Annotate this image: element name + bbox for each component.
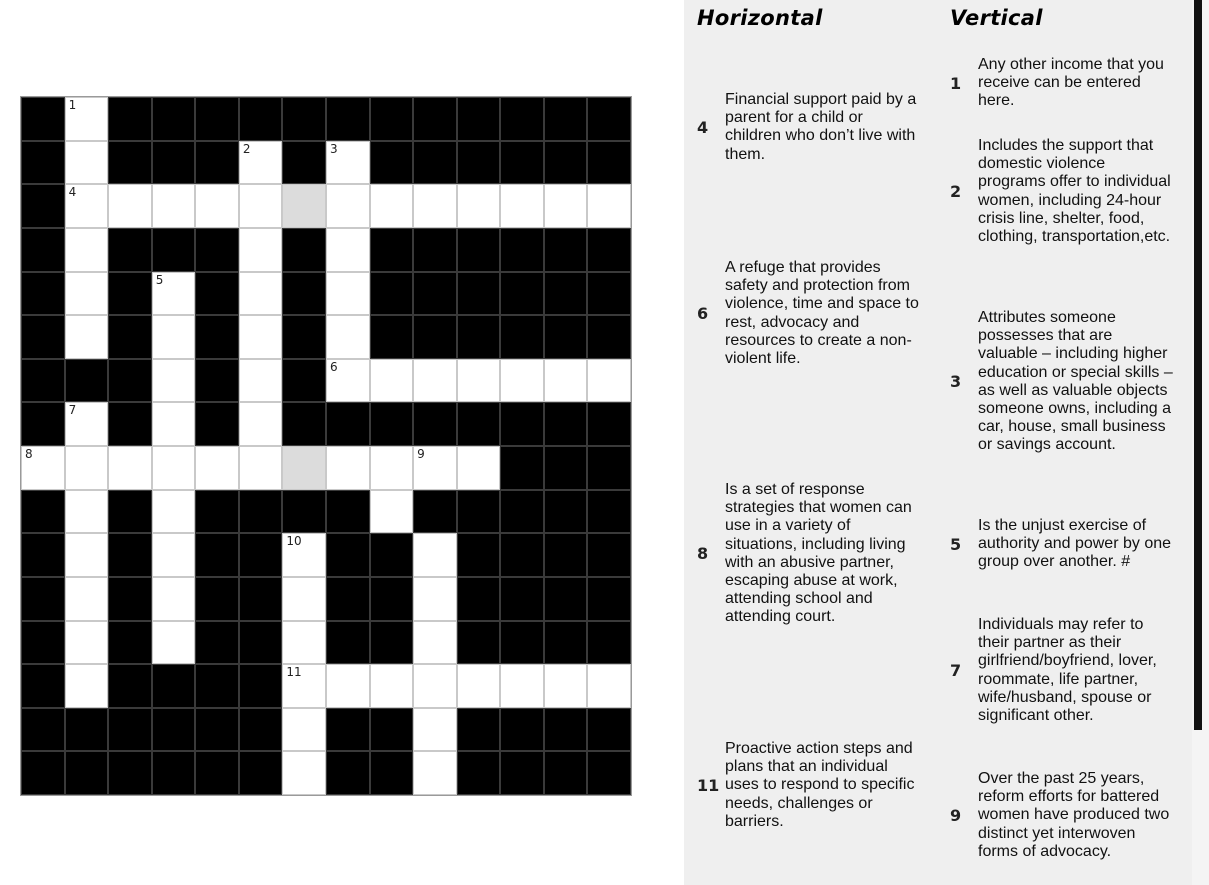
answer-cell[interactable] <box>239 184 283 228</box>
block-cell <box>544 446 588 490</box>
block-cell <box>413 402 457 446</box>
block-cell <box>152 228 196 272</box>
clue-text: A refuge that provides safety and protection from violence, time and space to rest, advocacy and resources to create a non-violent life. <box>725 259 919 368</box>
clue-text: Includes the support that domestic violence programs offer to individual women, including 24-hour crisis line, shelter, food, clothing, transportation,etc. <box>978 137 1171 246</box>
block-cell <box>413 141 457 185</box>
block-cell <box>195 228 239 272</box>
block-cell <box>21 490 65 534</box>
block-cell <box>195 359 239 403</box>
down-clue[interactable] <box>950 56 1176 111</box>
answer-cell[interactable] <box>326 228 370 272</box>
block-cell <box>21 708 65 752</box>
answer-cell[interactable] <box>282 664 326 708</box>
block-cell <box>457 708 501 752</box>
answer-cell[interactable] <box>239 402 283 446</box>
block-cell <box>370 315 414 359</box>
answer-cell[interactable] <box>65 141 109 185</box>
block-cell <box>587 708 631 752</box>
block-cell <box>326 533 370 577</box>
answer-cell[interactable] <box>370 446 414 490</box>
cell-number: 6 <box>330 359 338 374</box>
block-cell <box>108 402 152 446</box>
block-cell <box>544 141 588 185</box>
block-cell <box>195 315 239 359</box>
block-cell <box>544 490 588 534</box>
across-heading: Horizontal <box>697 6 823 30</box>
block-cell <box>413 97 457 141</box>
answer-cell[interactable] <box>21 446 65 490</box>
answer-cell[interactable] <box>326 446 370 490</box>
across-clue[interactable] <box>697 91 921 164</box>
block-cell <box>500 751 544 795</box>
answer-cell[interactable] <box>152 272 196 316</box>
block-cell <box>65 751 109 795</box>
block-cell <box>500 402 544 446</box>
answer-cell[interactable] <box>370 490 414 534</box>
answer-cell[interactable] <box>413 577 457 621</box>
answer-cell[interactable] <box>326 184 370 228</box>
answer-cell[interactable] <box>65 664 109 708</box>
block-cell <box>282 402 326 446</box>
answer-cell[interactable] <box>65 402 109 446</box>
cell-number: 10 <box>286 534 302 549</box>
answer-cell[interactable] <box>65 490 109 534</box>
answer-cell[interactable] <box>413 664 457 708</box>
cell-number: 11 <box>286 665 302 680</box>
answer-cell[interactable] <box>500 184 544 228</box>
block-cell <box>21 621 65 665</box>
block-cell <box>457 402 501 446</box>
answer-cell[interactable] <box>282 621 326 665</box>
answer-cell[interactable] <box>457 359 501 403</box>
block-cell <box>587 446 631 490</box>
block-cell <box>326 621 370 665</box>
block-cell <box>587 402 631 446</box>
answer-cell[interactable] <box>65 228 109 272</box>
block-cell <box>370 402 414 446</box>
block-cell <box>457 315 501 359</box>
down-clue[interactable] <box>950 137 1176 246</box>
answer-cell[interactable] <box>587 359 631 403</box>
answer-cell[interactable] <box>239 359 283 403</box>
down-clue[interactable] <box>950 309 1176 455</box>
clue-text: Proactive action steps and plans that an individual uses to respond to specific needs, challenges or barriers. <box>725 740 915 830</box>
answer-cell[interactable] <box>413 621 457 665</box>
block-cell <box>500 97 544 141</box>
clue-number: 4 <box>697 117 709 137</box>
answer-cell[interactable] <box>326 315 370 359</box>
block-cell <box>152 664 196 708</box>
block-cell <box>152 751 196 795</box>
block-cell <box>21 184 65 228</box>
block-cell <box>282 315 326 359</box>
block-cell <box>544 272 588 316</box>
answer-cell[interactable] <box>587 184 631 228</box>
answer-cell[interactable] <box>370 184 414 228</box>
block-cell <box>500 621 544 665</box>
clue-number: 7 <box>950 661 962 681</box>
block-cell <box>500 315 544 359</box>
block-cell <box>239 577 283 621</box>
answer-cell[interactable] <box>65 272 109 316</box>
answer-cell[interactable] <box>152 446 196 490</box>
block-cell <box>65 359 109 403</box>
block-cell <box>195 97 239 141</box>
block-cell <box>500 708 544 752</box>
block-cell <box>239 490 283 534</box>
cell-number: 1 <box>68 98 77 112</box>
block-cell <box>500 228 544 272</box>
block-cell <box>457 577 501 621</box>
block-cell <box>587 272 631 316</box>
block-cell <box>370 97 414 141</box>
block-cell <box>108 751 152 795</box>
block-cell <box>326 97 370 141</box>
block-cell <box>413 490 457 534</box>
clue-text: Financial support paid by a parent for a child or children who don’t live with them. <box>725 91 917 163</box>
block-cell <box>21 577 65 621</box>
block-cell <box>108 621 152 665</box>
clue-number: 11 <box>697 776 720 795</box>
block-cell <box>21 664 65 708</box>
answer-cell[interactable] <box>413 533 457 577</box>
block-cell <box>21 141 65 185</box>
answer-cell[interactable] <box>500 359 544 403</box>
answer-cell[interactable] <box>239 446 283 490</box>
block-cell <box>457 272 501 316</box>
block-cell <box>544 97 588 141</box>
clue-number: 3 <box>950 372 962 392</box>
block-cell <box>544 621 588 665</box>
block-cell <box>500 272 544 316</box>
block-cell <box>21 751 65 795</box>
block-cell <box>500 577 544 621</box>
clue-text: Over the past 25 years, reform efforts for battered women have produced two distinct yet interwoven forms of advocacy. <box>978 770 1170 860</box>
answer-cell[interactable] <box>282 751 326 795</box>
cell-number: 5 <box>155 272 164 287</box>
answer-cell[interactable] <box>413 184 457 228</box>
answer-cell[interactable] <box>282 184 326 228</box>
answer-cell[interactable] <box>152 402 196 446</box>
clue-text: Any other income that you receive can be entered here. <box>978 56 1164 110</box>
block-cell <box>65 708 109 752</box>
block-cell <box>500 490 544 534</box>
block-cell <box>21 272 65 316</box>
block-cell <box>370 577 414 621</box>
block-cell <box>587 533 631 577</box>
answer-cell[interactable] <box>65 621 109 665</box>
block-cell <box>370 141 414 185</box>
block-cell <box>544 708 588 752</box>
block-cell <box>239 664 283 708</box>
answer-cell[interactable] <box>282 708 326 752</box>
block-cell <box>413 315 457 359</box>
clue-text: Is a set of response strategies that women can use in a variety of situations, including living with an abusive partner, escaping abuse at work, attending school and attending court. <box>725 481 912 626</box>
crossword-board <box>20 96 632 796</box>
clue-number: 5 <box>950 534 962 554</box>
block-cell <box>108 490 152 534</box>
block-cell <box>413 228 457 272</box>
block-cell <box>108 577 152 621</box>
down-clue[interactable] <box>950 517 1176 572</box>
block-cell <box>500 141 544 185</box>
block-cell <box>108 359 152 403</box>
answer-cell[interactable] <box>152 315 196 359</box>
block-cell <box>282 359 326 403</box>
answer-cell[interactable] <box>370 664 414 708</box>
block-cell <box>21 315 65 359</box>
block-cell <box>21 359 65 403</box>
answer-cell[interactable] <box>587 664 631 708</box>
block-cell <box>282 97 326 141</box>
answer-cell[interactable] <box>544 184 588 228</box>
answer-cell[interactable] <box>65 446 109 490</box>
block-cell <box>239 708 283 752</box>
block-cell <box>457 228 501 272</box>
clues-panel <box>684 0 1192 885</box>
block-cell <box>152 97 196 141</box>
block-cell <box>587 141 631 185</box>
block-cell <box>370 533 414 577</box>
answer-cell[interactable] <box>65 184 109 228</box>
block-cell <box>21 97 65 141</box>
block-cell <box>457 97 501 141</box>
clue-number: 1 <box>950 73 962 93</box>
answer-cell[interactable] <box>282 577 326 621</box>
answer-cell[interactable] <box>108 446 152 490</box>
crossword-grid <box>20 96 632 796</box>
block-cell <box>108 141 152 185</box>
block-cell <box>587 97 631 141</box>
block-cell <box>457 751 501 795</box>
block-cell <box>152 708 196 752</box>
block-cell <box>195 490 239 534</box>
block-cell <box>544 402 588 446</box>
block-cell <box>326 577 370 621</box>
answer-cell[interactable] <box>326 359 370 403</box>
clue-number: 9 <box>950 806 962 825</box>
block-cell <box>457 490 501 534</box>
answer-cell[interactable] <box>239 228 283 272</box>
answer-cell[interactable] <box>326 664 370 708</box>
block-cell <box>326 490 370 534</box>
answer-cell[interactable] <box>370 359 414 403</box>
block-cell <box>108 97 152 141</box>
block-cell <box>326 751 370 795</box>
clue-text: Is the unjust exercise of authority and power by one group over another. # <box>978 517 1172 571</box>
block-cell <box>370 228 414 272</box>
down-clue[interactable] <box>950 616 1176 725</box>
block-cell <box>282 141 326 185</box>
cell-number: 4 <box>68 185 77 200</box>
block-cell <box>587 490 631 534</box>
block-cell <box>282 490 326 534</box>
answer-cell[interactable] <box>239 141 283 185</box>
answer-cell[interactable] <box>195 446 239 490</box>
block-cell <box>239 751 283 795</box>
answer-cell[interactable] <box>108 184 152 228</box>
answer-cell[interactable] <box>282 533 326 577</box>
answer-cell[interactable] <box>326 272 370 316</box>
block-cell <box>326 402 370 446</box>
cell-number: 8 <box>25 447 33 461</box>
answer-cell[interactable] <box>457 664 501 708</box>
block-cell <box>587 751 631 795</box>
block-cell <box>326 708 370 752</box>
answer-cell[interactable] <box>152 359 196 403</box>
answer-cell[interactable] <box>413 751 457 795</box>
block-cell <box>239 97 283 141</box>
block-cell <box>370 621 414 665</box>
answer-cell[interactable] <box>413 708 457 752</box>
block-cell <box>413 272 457 316</box>
cell-number: 7 <box>68 403 77 418</box>
answer-cell[interactable] <box>544 359 588 403</box>
block-cell <box>544 228 588 272</box>
clue-text: Attributes someone possesses that are valuable – including higher education or special skills – as well as valuable objects someone owns, including a car, house, small business or savings account. <box>978 309 1173 454</box>
answer-cell[interactable] <box>152 184 196 228</box>
block-cell <box>239 621 283 665</box>
block-cell <box>21 402 65 446</box>
down-clue[interactable] <box>950 770 1176 861</box>
clue-number: 2 <box>950 182 962 202</box>
block-cell <box>108 315 152 359</box>
block-cell <box>195 577 239 621</box>
block-cell <box>108 708 152 752</box>
block-cell <box>370 751 414 795</box>
answer-cell[interactable] <box>152 621 196 665</box>
clue-text: Individuals may refer to their partner as their girlfriend/boyfriend, lover, roommate, life partner, wife/husband, spouse or significant other. <box>978 616 1157 725</box>
block-cell <box>239 533 283 577</box>
block-cell <box>108 533 152 577</box>
answer-cell[interactable] <box>413 359 457 403</box>
answer-cell[interactable] <box>457 446 501 490</box>
block-cell <box>587 315 631 359</box>
block-cell <box>500 533 544 577</box>
clue-number: 8 <box>697 544 709 564</box>
block-cell <box>21 228 65 272</box>
answer-cell[interactable] <box>282 446 326 490</box>
block-cell <box>282 272 326 316</box>
block-cell <box>195 533 239 577</box>
answer-cell[interactable] <box>152 490 196 534</box>
clue-number: 6 <box>697 304 709 324</box>
block-cell <box>370 272 414 316</box>
answer-cell[interactable] <box>152 533 196 577</box>
block-cell <box>544 751 588 795</box>
scrollbar-thumb[interactable] <box>1194 0 1202 730</box>
block-cell <box>500 446 544 490</box>
block-cell <box>370 708 414 752</box>
answer-cell[interactable] <box>152 577 196 621</box>
answer-cell[interactable] <box>65 315 109 359</box>
block-cell <box>457 533 501 577</box>
block-cell <box>587 228 631 272</box>
answer-cell[interactable] <box>65 97 109 141</box>
cell-number: 9 <box>417 447 425 461</box>
block-cell <box>195 664 239 708</box>
answer-cell[interactable] <box>239 315 283 359</box>
across-clue[interactable] <box>697 481 921 627</box>
cell-number: 3 <box>330 141 338 156</box>
block-cell <box>195 751 239 795</box>
block-cell <box>457 141 501 185</box>
across-clue[interactable] <box>697 259 921 368</box>
block-cell <box>195 402 239 446</box>
block-cell <box>457 621 501 665</box>
block-cell <box>152 141 196 185</box>
block-cell <box>108 664 152 708</box>
block-cell <box>108 228 152 272</box>
answer-cell[interactable] <box>500 664 544 708</box>
block-cell <box>195 621 239 665</box>
block-cell <box>587 577 631 621</box>
answer-cell[interactable] <box>65 577 109 621</box>
down-heading: Vertical <box>950 6 1043 30</box>
answer-cell[interactable] <box>195 184 239 228</box>
answer-cell[interactable] <box>457 184 501 228</box>
block-cell <box>195 141 239 185</box>
answer-cell[interactable] <box>65 533 109 577</box>
block-cell <box>544 577 588 621</box>
block-cell <box>544 533 588 577</box>
across-clue[interactable] <box>697 740 921 831</box>
answer-cell[interactable] <box>413 446 457 490</box>
block-cell <box>108 272 152 316</box>
block-cell <box>282 228 326 272</box>
answer-cell[interactable] <box>239 272 283 316</box>
answer-cell[interactable] <box>544 664 588 708</box>
block-cell <box>195 708 239 752</box>
block-cell <box>195 272 239 316</box>
answer-cell[interactable] <box>326 141 370 185</box>
cell-number: 2 <box>242 141 251 156</box>
block-cell <box>587 621 631 665</box>
block-cell <box>21 533 65 577</box>
block-cell <box>544 315 588 359</box>
